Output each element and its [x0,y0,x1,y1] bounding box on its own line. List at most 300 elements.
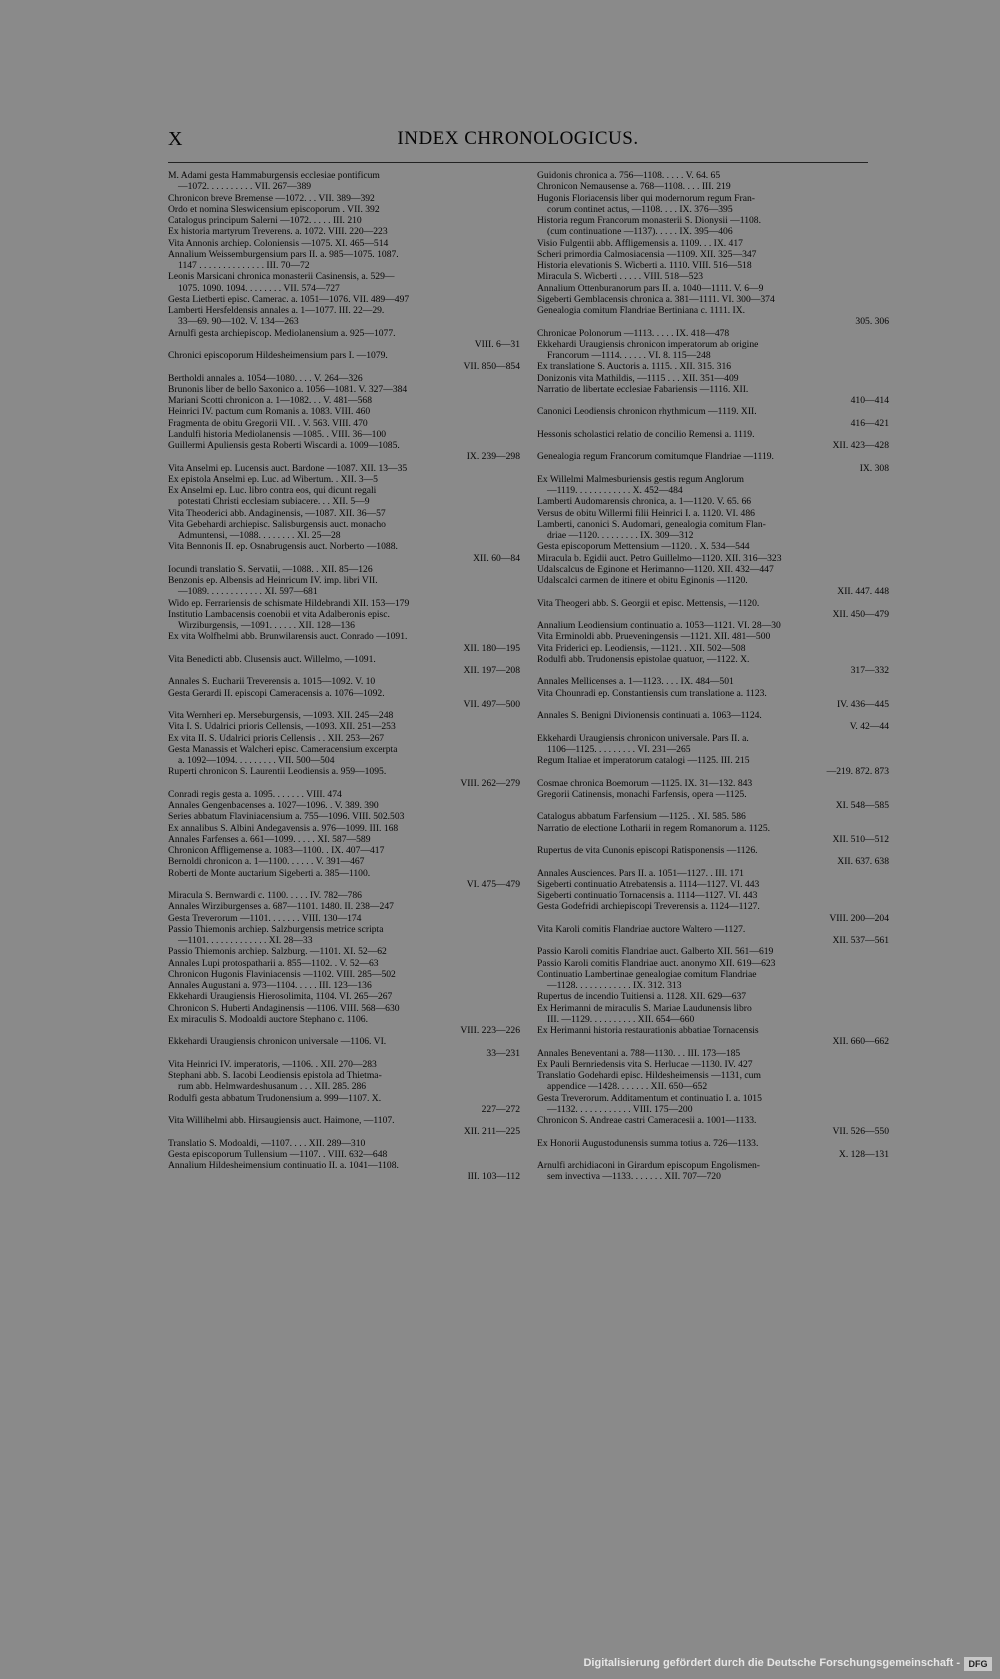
index-entry [168,1036,520,1059]
entry-continuation: 33—231 [486,1047,520,1059]
entry-line: Gesta episcoporum Tullensium —1107. . VIII. 632—648 [168,1148,388,1160]
index-entry [168,429,520,440]
entry-line: Chronicon Nemausense a. 768—1108. . . . III. 219 [537,181,731,193]
entry-line: Lamberti, canonici S. Audomari, genealogia comitum Flan- [537,518,766,530]
entry-continuation: XII. 537—561 [832,935,889,946]
entry-line: Hugonis Floriacensis liber qui modernorum regum Fran- [537,192,755,204]
entry-line: Annales Lupi protospatharii a. 855—1102. . V. 52—63 [168,957,379,969]
entry-line: Ex Herimanni de miraculis S. Mariae Laudunensis libro [537,1002,752,1014]
entry-continuation: (cum continuatione —1137). . . . . IX. 395—406 [547,226,733,238]
index-entry [537,496,889,507]
index-entry [168,1070,520,1093]
index-entry [168,823,520,834]
entry-continuation: 305. 306 [855,316,889,328]
index-entry [168,395,520,406]
entry-line: Gesta Lietberti episc. Camerac. a. 1051—1076. VII. 489—497 [168,293,410,305]
entry-line: Fragmenta de obitu Gregorii VII. . V. 563. VIII. 470 [168,417,368,429]
index-entry [537,1093,889,1116]
entry-line: Chronicae Polonorum —1113. . . . . IX. 418—478 [537,327,730,339]
entry-line: Annales S. Benigni Divionensis continuati a. 1063—1124. [537,710,762,721]
entry-line: Cosmae chronica Boemorum —1125. IX. 31—132. 843 [537,777,753,789]
index-entry [168,519,520,542]
index-entry [168,958,520,969]
index-entry [537,384,889,407]
index-entry [168,440,520,463]
index-entry [168,508,520,519]
entry-line: Passio Karoli comitis Flandriae auct. Galberto XII. 561—619 [537,946,774,958]
index-entry [168,474,520,485]
entry-continuation: rum abb. Helmwardeshusanum . . . XII. 285. 286 [178,1081,367,1093]
entry-continuation: appendice —1428. . . . . . . XII. 650—652 [547,1081,708,1093]
entry-line: Annales Farfenses a. 661—1099. . . . . XI. 587—589 [168,833,371,845]
index-entry [168,710,520,721]
index-entry [537,1059,889,1070]
index-entry [168,204,520,215]
page-number: X [168,128,183,150]
index-entry [537,294,889,305]
entry-continuation: IX. 239—298 [466,451,520,463]
entry-continuation: XII. 180—195 [463,642,520,654]
index-entry [537,868,889,879]
index-entry [537,575,889,598]
entry-line: Vita Theoderici abb. Andaginensis, —1087. XII. 36—57 [168,507,386,519]
entry-line: Stephani abb. S. Iacobi Leodiensis epistola ad Thietma- [168,1070,382,1081]
entry-line: Vita I. S. Udalrici prioris Cellensis, —1093. XII. 251—253 [168,721,396,733]
entry-line: Genealogia comitum Flandriae Bertiniana c. 1111. IX. [537,305,746,316]
index-entry [537,541,889,552]
index-entry [168,890,520,901]
index-entry [537,373,889,384]
entry-line: Catalogus principum Salerni —1072. . . . . III. 210 [168,215,362,226]
index-entry [168,789,520,800]
index-entry [168,811,520,822]
entry-continuation: III. 103—112 [467,1171,520,1183]
entry-line: Ex Honorii Augustodunensis summa totius a. 726—1133. [537,1137,759,1149]
index-entry [537,564,889,575]
index-entry [537,553,889,564]
entry-line: Lamberti Audomarensis chronica, a. 1—1120. V. 65. 66 [537,496,752,508]
entry-line: Annales Wirziburgenses a. 687—1101. 1480. II. 238—247 [168,901,394,913]
index-entry [537,249,889,260]
index-entry [537,193,889,216]
entry-continuation: 1147 . . . . . . . . . . . . . . III. 70—72 [178,260,310,271]
entry-continuation: —1128. . . . . . . . . . . . IX. 312. 313 [547,980,682,991]
entry-continuation: XI. 548—585 [835,800,889,811]
entry-continuation: 33—69. 90—102. V. 134—263 [178,316,299,328]
entry-line: Vita Gebehardi archiepisc. Salisburgensis auct. monacho [168,518,386,530]
entry-line: Vita Karoli comitis Flandriae auctore Waltero —1127. [537,923,746,935]
index-entry [537,598,889,621]
index-entry [537,620,889,631]
index-entry [537,406,889,429]
index-entry [537,643,889,654]
entry-line: Translatio Godehardi episc. Hildesheimensis —1131, cum [537,1070,761,1081]
index-entry [168,328,520,351]
entry-line: Visio Fulgentii abb. Affligemensis a. 1109. . . IX. 417 [537,237,743,249]
index-entry [168,856,520,867]
entry-line: Rodulfi abb. Trudonensis epistolae quatuor, —1122. X. [537,653,750,665]
index-entry [537,361,889,372]
entry-line: Annalium Hildesheimensium continuatio II. a. 1041—1108. [168,1160,399,1171]
entry-continuation: 1106—1125. . . . . . . . . VI. 231—265 [547,743,691,755]
entry-continuation: —1132. . . . . . . . . . . . VIII. 175—200 [547,1103,693,1115]
index-entry [168,901,520,912]
entry-line: Hessonis scholastici relatio de concilio Remensi a. 1119. [537,428,755,440]
index-entry [168,249,520,272]
entry-line: Miracula b. Egidii auct. Petro Guillelmo—1120. XII. 316—323 [537,552,782,564]
entry-continuation: —1119. . . . . . . . . . . . X. 452—484 [547,485,683,496]
index-entry [168,1059,520,1070]
entry-line: Gregorii Catinensis, monachi Farfensis, opera —1125. [537,788,747,800]
index-entry [168,226,520,237]
index-entry [168,1138,520,1149]
entry-line: Chronicon S. Andreae castri Cameracesii a. 1001—1133. [537,1115,757,1126]
entry-continuation: 227—272 [481,1103,520,1115]
entry-line: Guillermi Apuliensis gesta Roberti Wiscardi a. 1009—1085. [168,440,400,451]
page-title: INDEX CHRONOLOGICUS. [397,128,639,149]
entry-line: Gesta episcoporum Mettensium —1120. . X. 534—544 [537,541,750,553]
index-entry [168,373,520,384]
entry-continuation: IV. 436—445 [836,698,889,710]
entry-line: Ex historia martyrum Treverens. a. 1072. VIII. 220—223 [168,226,388,238]
entry-line: Donizonis vita Mathildis, —1115 . . . XII. 351—409 [537,372,739,384]
footer-credit: Digitalisierung gefördert durch die Deutsche Forschungsgemeinschaft - [583,1657,960,1669]
index-entry [537,969,889,992]
entry-line: Ekkehardi Uraugiensis chronicon universale —1106. VI. [168,1036,387,1048]
entry-continuation: XII. 450—479 [832,608,889,620]
index-entry [168,946,520,957]
index-entry [168,170,520,193]
entry-line: Brunonis liber de bello Saxonico a. 1056—1081. V. 327—384 [168,383,408,395]
index-entry [168,541,520,564]
entry-line: Bernoldi chronicon a. 1—1100. . . . . . V. 391—467 [168,856,365,868]
index-entry [168,598,520,609]
index-entry [537,1138,889,1161]
index-entry [537,890,889,901]
entry-continuation: Francorum —1114. . . . . . VI. 8. 115—248 [547,350,711,361]
entry-line: Ex vita II. S. Udalrici prioris Cellensis . . XII. 253—267 [168,732,385,744]
index-entry [537,1025,889,1048]
entry-line: Annales Augustani a. 973—1104. . . . . III. 123—136 [168,980,372,991]
index-entry [537,789,889,812]
index-entry [537,733,889,756]
entry-continuation: X. 128—131 [838,1148,889,1160]
entry-line: Rupertus de vita Cunonis episcopi Ratisponensis —1126. [537,845,758,856]
entry-line: Gesta Treverorum. Additamentum et continuatio I. a. 1015 [537,1092,762,1104]
index-entry [168,744,520,767]
index-entry [537,170,889,181]
index-entry [168,1115,520,1138]
entry-line: Arnulfi gesta archiepiscop. Mediolanensium a. 925—1077. [168,327,396,339]
index-entry [168,238,520,249]
entry-line: Ex Anselmi ep. Luc. libro contra eos, qui dicunt regali [168,485,377,496]
index-entry [168,564,520,575]
index-entry [537,474,889,497]
entry-line: Genealogia regum Francorum comitumque Flandriae —1119. [537,451,774,463]
entry-line: Udalscalci carmen de itinere et obitu Eginonis —1120. [537,575,748,586]
entry-continuation: driae —1120. . . . . . . . . IX. 309—312 [547,530,694,541]
entry-line: Wido ep. Ferrariensis de schismate Hildebrandi XII. 153—179 [168,597,410,609]
index-entry [168,969,520,980]
entry-line: Passio Thiemonis archiep. Salzburg. —1101. XI. 52—62 [168,946,387,958]
entry-continuation: XII. 510—512 [832,833,889,845]
index-entry [168,676,520,687]
entry-continuation: —219. 872. 873 [826,766,889,778]
index-entry [537,631,889,642]
entry-line: Bertholdi annales a. 1054—1080. . . . V. 264—326 [168,372,363,384]
index-entry [537,958,889,969]
entry-continuation: XII. 423—428 [832,440,889,451]
entry-line: Vita Friderici ep. Leodiensis, —1121. . XII. 502—508 [537,642,746,654]
entry-line: Gesta Manassis et Walcheri episc. Cameracensium excerpta [168,743,398,755]
entry-continuation: —1089. . . . . . . . . . . . XI. 597—681 [178,586,318,598]
index-entry [168,418,520,429]
entry-line: Scheri primordia Calmosiacensia —1109. XII. 325—347 [537,248,757,260]
entry-line: Catalogus abbatum Farfensium —1125. . XI. 585. 586 [537,811,746,823]
entry-line: Ex Herimanni historia restaurationis abbatiae Tornacensis [537,1025,759,1036]
entry-continuation: VI. 475—479 [466,878,520,890]
index-entry [168,406,520,417]
index-entry [168,845,520,856]
entry-line: Vita Heinrici IV. imperatoris, —1106. . XII. 270—283 [168,1058,377,1070]
entry-continuation: VIII. 223—226 [460,1025,520,1036]
index-entry [168,485,520,508]
entry-continuation: III. —1129. . . . . . . . . . XII. 654—660 [547,1013,695,1025]
footer [0,1649,1000,1679]
entry-continuation: XII. 197—208 [463,665,520,676]
entry-line: Gesta Gerardi II. episcopi Cameracensis a. 1076—1092. [168,687,385,699]
entry-line: Ex epistola Anselmi ep. Luc. ad Wibertum. . XII. 3—5 [168,473,378,485]
entry-line: Rupertus de incendio Tuitiensi a. 1128. XII. 629—637 [537,991,747,1003]
entry-line: Regum Italiae et imperatorum catalogi —1125. III. 215 [537,755,750,766]
entry-continuation: XII. 637. 638 [837,856,889,868]
entry-line: Vita Benedicti abb. Clusensis auct. Willelmo, —1091. [168,653,376,665]
entry-line: Gesta Godefridi archiepiscopi Treverensis a. 1124—1127. [537,901,760,913]
entry-line: Chronicon Hugonis Flaviniacensis —1102. VIII. 285—502 [168,968,396,980]
entry-line: Vita Wernheri ep. Merseburgensis, —1093. XII. 245—248 [168,710,394,721]
entry-line: Passio Thiemonis archiep. Salzburgensis metrice scripta [168,923,384,935]
entry-line: Mariani Scotti chronicon a. 1—1082. . . V. 481—568 [168,395,373,406]
entry-continuation: —1101. . . . . . . . . . . . . XI. 28—33 [178,935,313,946]
entry-continuation: potestati Christi ecclesiam subiacere. . . XII. 5—9 [178,496,370,508]
entry-continuation: —1072. . . . . . . . . . VII. 267—389 [178,181,312,193]
entry-line: Ekkehardi Uraugiensis Hierosolimita, 1104. VI. 265—267 [168,991,393,1003]
index-entry [168,834,520,845]
entry-line: Annales Ausciences. Pars II. a. 1051—1127. . III. 171 [537,867,744,879]
entry-line: Sigeberti continuatio Atrebatensis a. 1114—1127. VI. 443 [537,878,760,890]
entry-line: Chronicon breve Bremense —1072. . . VII. 389—392 [168,192,375,204]
entry-continuation: V. 42—44 [849,721,889,733]
entry-line: Ex translatione S. Auctoris a. 1115. . XII. 315. 316 [537,361,732,373]
index-entry [168,463,520,474]
entry-line: Ex Pauli Bernriedensis vita S. Herlucae —1130. IV. 427 [537,1058,753,1070]
entry-line: Annalium Leodiensium continuatio a. 1053—1121. VI. 28—30 [537,620,781,631]
entry-line: Ex Willelmi Malmesburiensis gestis regum Anglorum [537,473,745,485]
index-entry [537,845,889,868]
index-entry [168,980,520,991]
entry-line: Narratio de electione Lotharii in regem Romanorum a. 1125. [537,822,771,834]
entry-line: Continuatio Lambertinae genealogiae comitum Flandriae [537,968,757,980]
index-entry [168,924,520,947]
entry-line: Versus de obitu Willermi filii Heinrici I. a. 1120. VI. 486 [537,507,755,519]
index-entry [537,924,889,947]
index-entry [537,811,889,822]
index-entry [537,181,889,192]
entry-line: Roberti de Monte auctarium Sigeberti a. 385—1100. [168,867,371,879]
index-entry [537,755,889,778]
index-entry [537,991,889,1002]
index-entry [168,1149,520,1160]
entry-line: Passio Karoli comitis Flandriae auct. anonymo XII. 619—623 [537,957,776,969]
entry-continuation: XII. 447. 448 [837,586,889,598]
index-entry [168,215,520,226]
index-entry [537,688,889,711]
entry-line: Vita Bennonis II. ep. Osnabrugensis auct. Norberto —1088. [168,541,398,553]
index-entry [168,631,520,654]
entry-line: Rodulfi gesta abbatum Trudonensium a. 999—1107. X. [168,1092,382,1104]
entry-line: Vita Theogeri abb. S. Georgii et episc. Mettensis, —1120. [537,597,760,609]
entry-continuation: XII. 60—84 [473,552,520,564]
entry-continuation: 317—332 [850,665,889,676]
entry-line: Annales Beneventani a. 788—1130. . . III. 173—185 [537,1047,741,1059]
entry-line: Ex vita Wolfhelmi abb. Brunwilarensis auct. Conrado —1091. [168,631,408,643]
entry-line: Ruperti chronicon S. Laurentii Leodiensis a. 959—1095. [168,766,387,778]
index-entry [537,1048,889,1059]
left-column [168,170,520,1183]
index-entry [168,721,520,732]
entry-line: Chronicon Affligemense a. 1083—1100. . IX. 407—417 [168,845,385,856]
index-entry [537,429,889,452]
entry-line: Historia elevationis S. Wicberti a. 1110. VIII. 516—518 [537,260,752,271]
entry-line: Heinrici IV. pactum cum Romanis a. 1083. VIII. 460 [168,406,371,418]
index-entry [168,1093,520,1116]
entry-line: Vita Anselmi ep. Lucensis auct. Bardone —1087. XII. 13—35 [168,462,408,474]
index-entry [537,215,889,238]
entry-continuation: XII. 211—225 [463,1126,520,1138]
entry-continuation: XII. 660—662 [832,1036,889,1048]
entry-line: Landulfi historia Mediolanensis —1085. . VIII. 36—100 [168,428,387,440]
entry-line: Benzonis ep. Albensis ad Heinricum IV. imp. libri VII. [168,575,378,586]
entry-continuation: VIII. 200—204 [829,912,889,924]
index-entry [537,654,889,677]
entry-line: Annalium Ottenburanorum pars II. a. 1040—1111. V. 6—9 [537,282,764,294]
index-entry [537,1115,889,1138]
index-entry [537,676,889,687]
index-entry [168,733,520,744]
entry-continuation: VII. 850—854 [463,361,520,373]
entry-line: Vita Willihelmi abb. Hirsaugiensis auct. Haimone, —1107. [168,1115,395,1126]
index-entry [168,305,520,328]
entry-line: Iocundi translatio S. Servatii, —1088. . XII. 85—126 [168,563,373,575]
entry-line: Annalium Weissemburgensium pars II. a. 985—1075. 1087. [168,248,399,260]
entry-line: Lamberti Hersfeldensis annales a. 1—1077. III. 22—29. [168,305,385,316]
entry-line: Arnulfi archidiaconi in Girardum episcopum Engolismen- [537,1160,760,1171]
entry-line: Leonis Marsicani chronica monasterii Casinensis, a. 529— [168,271,395,283]
entry-line: Conradi regis gesta a. 1095. . . . . . . VIII. 474 [168,788,342,800]
entry-line: Vita Erminoldi abb. Prueveningensis —1121. XII. 481—500 [537,631,771,643]
entry-line: Translatio S. Modoaldi, —1107. . . . XII. 289—310 [168,1137,366,1149]
index-entry [168,1160,520,1183]
entry-line: Historia regum Francorum monasterii S. Dionysii —1108. [537,215,762,226]
right-column [537,170,889,1183]
entry-line: Annales Gengenbacenses a. 1027—1096. . V. 389. 390 [168,800,379,811]
entry-line: Sigeberti continuatio Tornacensis a. 1114—1127. VI. 443 [537,890,758,901]
entry-line: Udalscalcus de Eginone et Herimanno—1120. XII. 432—447 [537,563,774,575]
index-entry [168,271,520,294]
index-entry [537,1160,889,1183]
entry-line: Gesta Treverorum —1101. . . . . . . VIII. 130—174 [168,912,362,924]
index-entry [537,339,889,362]
index-entry [168,868,520,891]
entry-line: Annales S. Eucharii Treverensis a. 1015—1092. V. 10 [168,676,376,688]
index-entry [537,305,889,328]
entry-line: Ex annalibus S. Albini Andegavensis a. 976—1099. III. 168 [168,822,399,834]
index-entry [537,519,889,542]
entry-line: Ex miraculis S. Modoaldi auctore Stephano c. 1106. [168,1013,369,1025]
dfg-logo: DFG [964,1657,992,1671]
entry-continuation: sem invectiva —1133. . . . . . . XII. 707—720 [547,1171,721,1183]
header-rule [168,162,868,163]
entry-continuation: Wirziburgensis, —1091. . . . . . XII. 128—136 [178,620,355,631]
entry-continuation: IX. 308 [859,462,889,474]
entry-continuation: corum continet actus, —1108. . . . IX. 376—395 [547,203,733,215]
index-entry [168,800,520,811]
index-entry [537,271,889,282]
index-entry [168,913,520,924]
entry-line: Series abbatum Flaviniacensium a. 755—1096. VIII. 502.503 [168,811,405,823]
page-header [168,128,868,154]
index-entry [537,946,889,957]
index-entry [537,451,889,474]
index-entry [168,350,520,373]
index-entry [537,1070,889,1093]
entry-continuation: 1075. 1090. 1094. . . . . . . . VII. 574—727 [178,282,340,294]
index-entry [537,260,889,271]
index-entry [537,710,889,733]
index-entry [168,688,520,711]
index-entry [168,654,520,677]
entry-line: Ekkehardi Uraugiensis chronicon imperatorum ab origine [537,338,759,350]
entry-line: Annales Mellicenses a. 1—1123. . . . IX. 484—501 [537,676,734,688]
index-entry [537,879,889,890]
entry-line: Ekkehardi Uraugiensis chronicon universale. Pars II. a. [537,732,749,744]
entry-continuation: 410—414 [850,395,889,406]
index-entry [537,508,889,519]
entry-line: Ordo et nomina Sleswicensium episcoporum . VII. 392 [168,203,380,215]
entry-line: Canonici Leodiensis chronicon rhythmicum —1119. XII. [537,406,757,418]
entry-continuation: 416—421 [850,417,889,429]
entry-continuation: VIII. 6—31 [474,338,520,350]
index-entry [168,384,520,395]
index-entry [168,766,520,789]
index-entry [537,328,889,339]
entry-line: Chronici episcoporum Hildesheimensium pars I. —1079. [168,350,388,361]
index-entry [168,294,520,305]
entry-line: Vita Annonis archiep. Coloniensis —1075. XI. 465—514 [168,237,389,249]
entry-continuation: VIII. 262—279 [460,777,520,789]
entry-continuation: Admuntensi, —1088. . . . . . . . XI. 25—28 [178,530,341,541]
entry-line: Narratio de libertate ecclesiae Fabariensis —1116. XII. [537,383,749,395]
index-entry [537,778,889,789]
entry-continuation: VII. 526—550 [832,1126,889,1138]
entry-continuation: a. 1092—1094. . . . . . . . . VII. 500—504 [178,755,335,766]
entry-line: Miracula S. Bernwardi c. 1100. . . . . IV. 782—786 [168,890,362,901]
index-entry [537,1003,889,1026]
index-entry [168,609,520,632]
entry-line: Sigeberti Gemblacensis chronica a. 381—1111. VI. 300—374 [537,293,775,305]
index-entry [168,575,520,598]
index-entry [537,283,889,294]
